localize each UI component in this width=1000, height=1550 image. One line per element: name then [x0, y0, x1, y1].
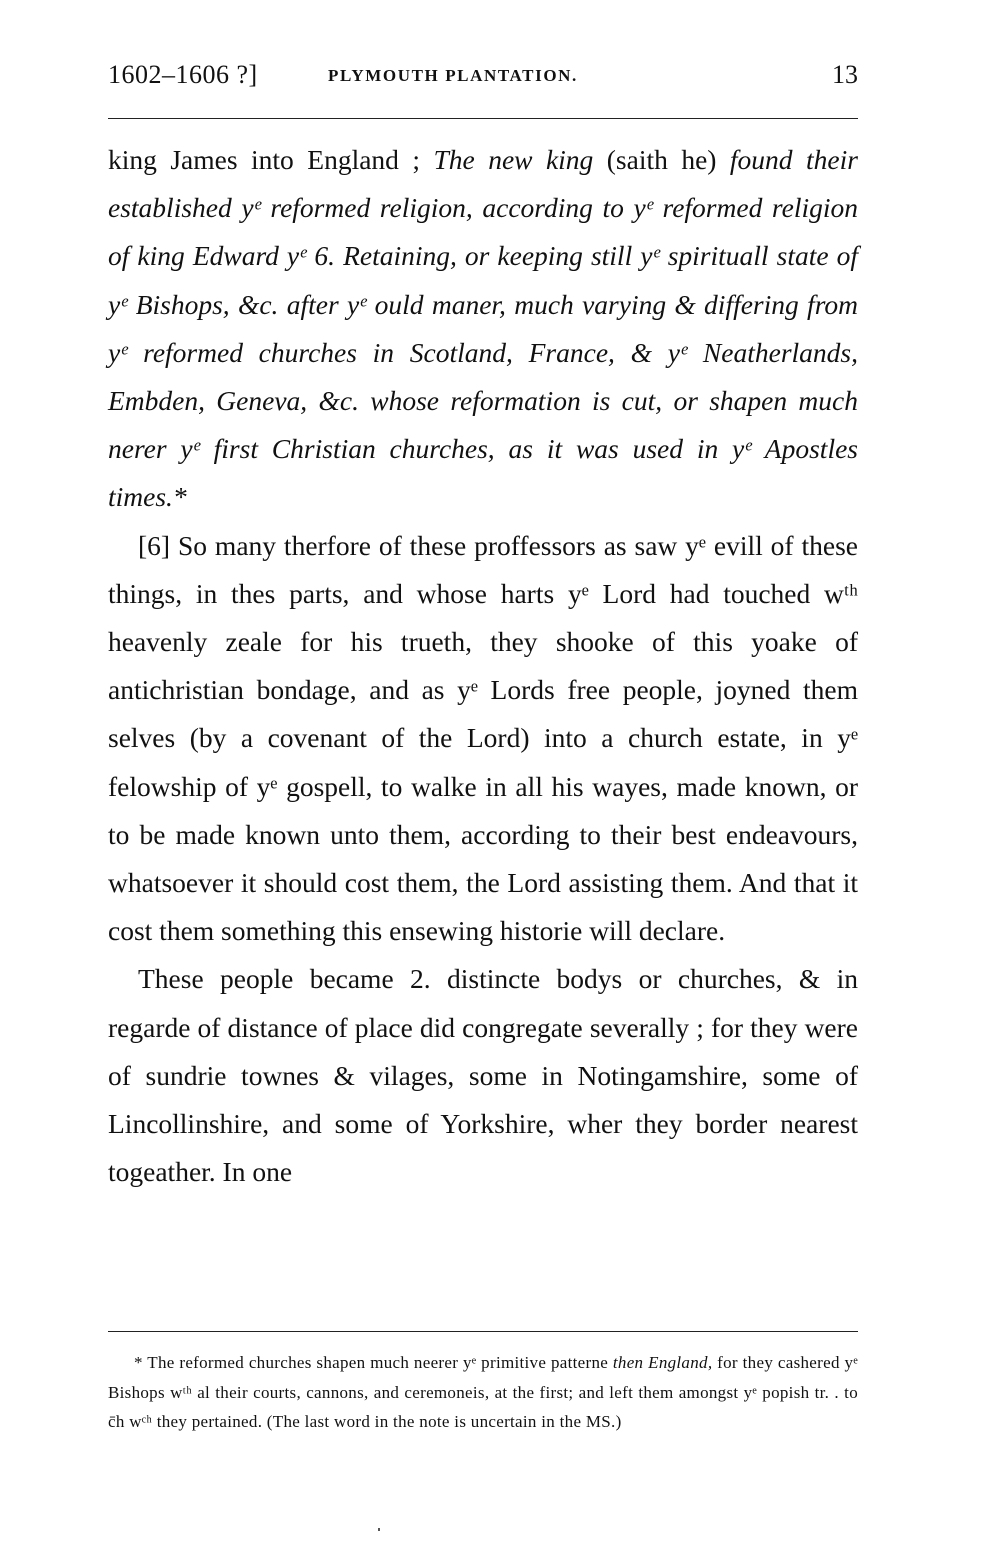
date-range: 1602–1606 ?]: [108, 60, 258, 89]
footnote-rule: [108, 1331, 858, 1332]
footnote: [108, 1348, 858, 1437]
quote-lead: king James into England ;: [108, 144, 434, 175]
quote-italic-1: The new king: [433, 144, 594, 175]
paragraph-2: [6] So many therfore of these proffessors as saw yᵉ evill of these things, in thes parts, and whose harts yᵉ Lord had touched wᵗʰ heavenly zeale for his trueth, they shooke of this yoake of antichristian bondage, and as yᵉ Lords free people, joyned them selves (by a covenant of the Lord) into a church estate, in yᵉ felowship of yᵉ gospell, to walke in all his wayes, made known, or to be made known unto them, according to their best endeavours, whatsoever it should cost them, the Lord assisting them. And that it cost them something this ensewing historie will declare.: [108, 529, 858, 947]
running-header: [108, 60, 858, 100]
print-speck: [378, 1528, 380, 1531]
quote-paragraph: [108, 136, 858, 522]
page-number: 13: [832, 60, 858, 89]
book-page: [108, 0, 858, 1550]
paragraph-3: These people became 2. distincte bodys or churches, & in regarde of distance of place did congregate severally ; for they were of sundrie townes & vilages, some in Notingamshire, some of Lincollinshire, and some of Yorkshire, wher they border nearest togeather. In one: [108, 963, 858, 1188]
body-text: [108, 136, 858, 1196]
header-rule: [108, 118, 858, 119]
footnote-text-1: * The reformed churches shapen much neerer yᵉ primitive patterne: [134, 1353, 613, 1372]
footnote-italic: then England,: [612, 1353, 713, 1372]
running-title: PLYMOUTH PLANTATION.: [328, 66, 578, 85]
quote-normal-1: (saith he): [593, 144, 730, 175]
footnote-text-2: for they cashered yᵉ Bishops wᵗʰ al their courts, cannons, and ceremoneis, at the first; and left them amongst yᵉ popish tr. . to c̄h wᶜʰ they pertained. (The last word in the note is uncertain in the MS.): [108, 1353, 858, 1431]
quote-italic-2: found their established yᵉ reformed religion, according to yᵉ reformed religion of king Edward yᵉ 6. Retaining, or keeping still yᵉ spirituall state of yᵉ Bishops, &c. after yᵉ ould maner, much varying & differing from yᵉ reformed churches in Scotland, France, & yᵉ Neatherlands, Embden, Geneva, &c. whose reformation is cut, or shapen much nerer yᵉ first Christian churches, as it was used in yᵉ Apostles times.*: [108, 144, 858, 513]
